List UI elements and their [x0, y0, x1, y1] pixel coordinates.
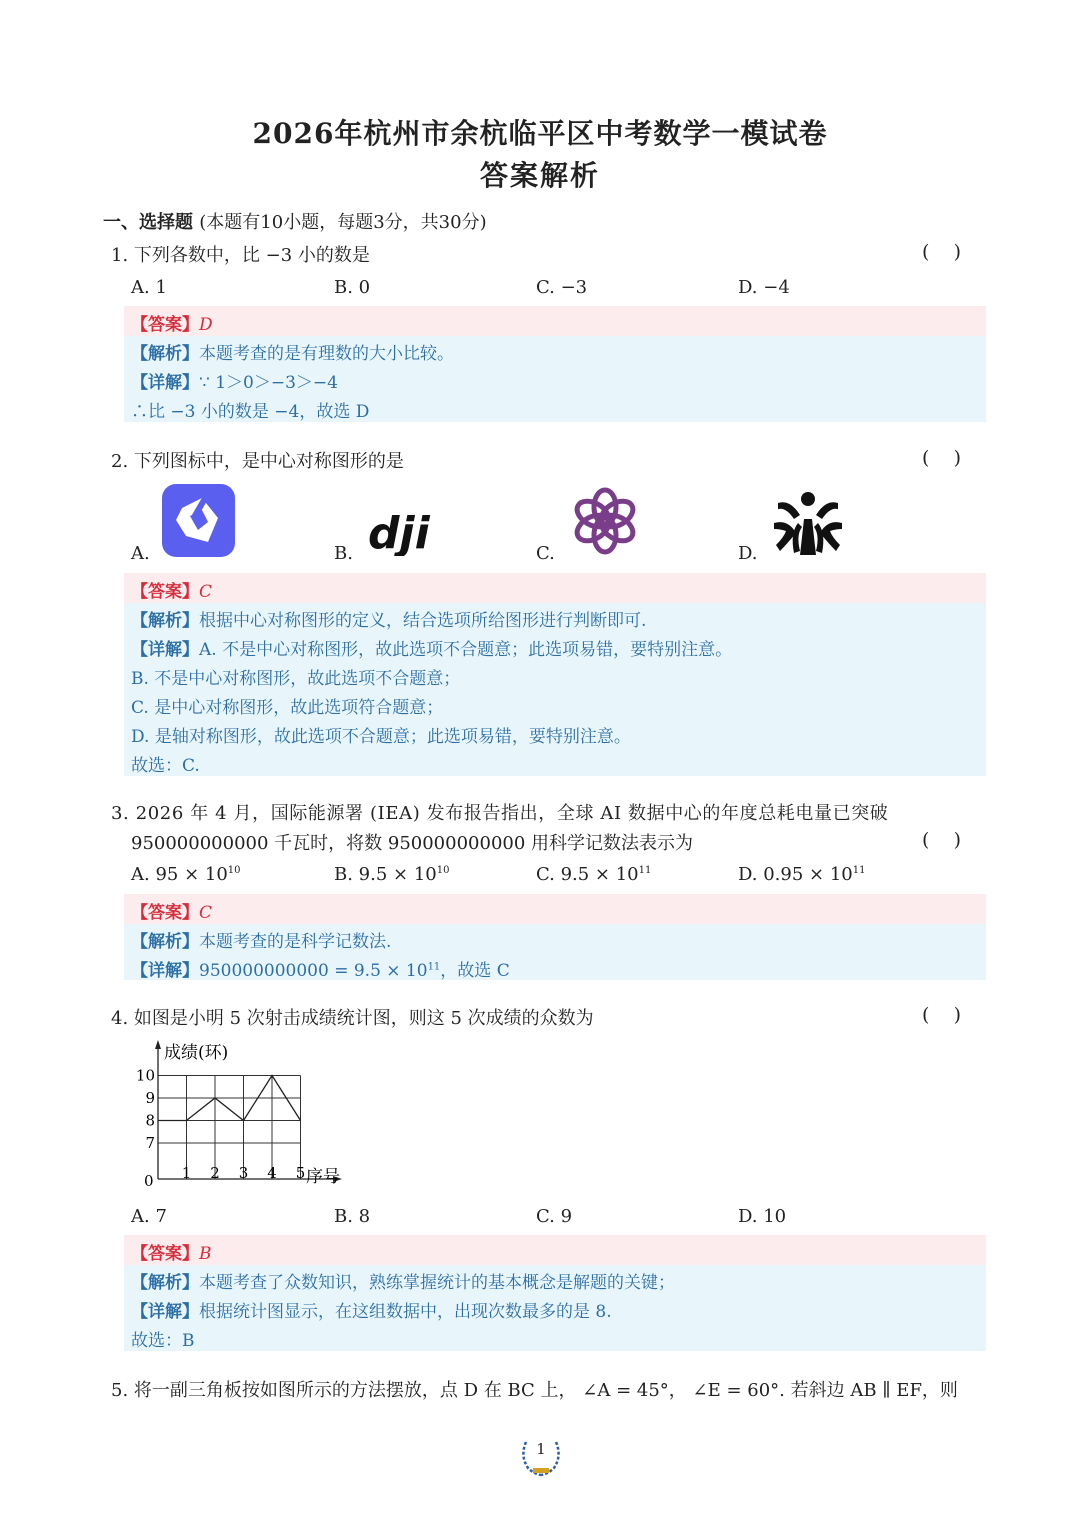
detail-text: 根据统计图显示，在这组数据中，出现次数最多的是 8. [199, 1302, 612, 1322]
exam-subtitle: 答案解析 [479, 159, 600, 192]
q4-option-a: A. 7 [131, 1206, 167, 1227]
option-text: D. 0.95 × 10 [738, 864, 853, 885]
section-title: 一、选择题 [103, 212, 193, 233]
detail-exponent: 11 [427, 961, 441, 973]
q2-conclusion: 故选：C. [131, 756, 200, 776]
option-text: A. 95 × 10 [131, 864, 228, 885]
analysis-tag: 【解析】 [131, 611, 199, 631]
analysis-text: 本题考查的是科学记数法. [199, 932, 392, 952]
q2-detail-c: C. 是中心对称图形，故此选项符合题意； [131, 698, 444, 718]
q2-detail [131, 635, 732, 660]
q2-option-c: C. [536, 543, 555, 564]
y-tick-label: 10 [135, 1066, 155, 1085]
q3-option-b [334, 864, 449, 885]
x-axis-label: 序号 [306, 1167, 340, 1187]
q4-answer [131, 1239, 212, 1264]
y-tick-label: 7 [145, 1134, 155, 1152]
analysis-text: 本题考查了众数知识，熟练掌握统计的基本概念是解题的关键； [199, 1273, 675, 1293]
page-number: 1 [536, 1440, 546, 1458]
app-logo-icon [162, 484, 235, 557]
option-text: C. 9.5 × 10 [536, 864, 639, 885]
q2-paren: ( ) [922, 447, 961, 469]
q2-analysis [131, 606, 646, 631]
y-axis-arrow [155, 1040, 161, 1049]
answer-tag: 【答案】 [131, 315, 199, 335]
q3-analysis [131, 927, 391, 952]
option-exponent: 11 [852, 865, 866, 876]
dji-logo-text: dji [368, 508, 430, 556]
q2-detail-b: B. 不是中心对称图形，故此选项不合题意； [131, 669, 461, 689]
analysis-text: 根据中心对称图形的定义，结合选项所给图形进行判断即可. [199, 611, 647, 631]
answer-tag: 【答案】 [131, 1244, 199, 1264]
q1-answer-bar [124, 306, 986, 336]
q2-answer-bar [124, 573, 986, 603]
exam-title: 2026年杭州市余杭临平区中考数学一模试卷 [252, 117, 828, 150]
option-exponent: 10 [227, 865, 241, 876]
x-tick-label: 1 [181, 1164, 192, 1182]
answer-tag: 【答案】 [131, 903, 199, 923]
q1-option-c: C. −3 [536, 277, 588, 298]
option-exponent: 11 [638, 865, 652, 876]
answer-value: B [199, 1244, 212, 1264]
q3-paren: ( ) [922, 829, 961, 851]
chart-ticks [136, 1067, 305, 1183]
analysis-text: 本题考查的是有理数的大小比较。 [199, 344, 454, 364]
q3-answer-bar [124, 894, 986, 924]
x-tick-label: 3 [238, 1164, 249, 1182]
detail-end: ，故选 C [440, 961, 510, 981]
analysis-tag: 【解析】 [131, 1273, 199, 1293]
q3-stem-line2: 950000000000 千瓦时，将数 950000000000 用科学记数法表示为 [131, 833, 694, 854]
answer-tag: 【答案】 [131, 582, 199, 602]
q3-stem-line1: 3. 2026 年 4 月，国际能源署 (IEA) 发布报告指出，全球 AI 数据中心的年度总耗电量已突破 [111, 803, 889, 824]
q4-option-d: D. 10 [738, 1206, 787, 1227]
q5-stem: 5. 将一副三角板按如图所示的方法摆放，点 D 在 BC 上， ∠A = 45°， ∠E = 60°. 若斜边 AB ∥ EF，则 [111, 1380, 958, 1401]
detail-text: 950000000000 = 9.5 × 10 [199, 961, 428, 981]
detail-tag: 【详解】 [131, 1302, 199, 1322]
y-axis-label: 成绩(环) [164, 1043, 229, 1063]
q4-paren: ( ) [922, 1004, 961, 1026]
q4-detail [131, 1297, 612, 1322]
q4-analysis [131, 1268, 675, 1293]
q1-stem: 1. 下列各数中，比 −3 小的数是 [111, 245, 370, 266]
detail-tag: 【详解】 [131, 640, 199, 660]
q3-option-d [738, 864, 865, 885]
option-exponent: 10 [436, 865, 450, 876]
q2-detail-d: D. 是轴对称图形，故此选项不合题意；此选项易错，要特别注意。 [131, 727, 631, 747]
q1-option-a: A. 1 [131, 277, 167, 298]
q2-answer [131, 577, 212, 602]
detail-text: ∵ 1＞0＞−3＞−4 [199, 373, 338, 393]
analysis-tag: 【解析】 [131, 344, 199, 364]
q4-conclusion: 故选：B [131, 1331, 195, 1351]
answer-value: C [199, 582, 213, 602]
q1-detail [131, 368, 338, 393]
x-tick-label: 4 [267, 1164, 277, 1182]
section-heading [103, 208, 487, 234]
plant-logo-icon [772, 489, 844, 557]
q1-answer [131, 310, 213, 335]
q4-option-b: B. 8 [334, 1206, 371, 1227]
q1-analysis [131, 339, 454, 364]
q1-detail2: ∴比 −3 小的数是 −4，故选 D [131, 402, 370, 422]
y-tick-label: 8 [145, 1111, 155, 1130]
q3-option-a [131, 864, 241, 885]
q2-option-b: B. [334, 543, 353, 564]
answer-value: C [199, 903, 213, 923]
q1-paren: ( ) [922, 241, 961, 263]
score-line-chart [130, 1036, 360, 1196]
origin-label: 0 [144, 1172, 154, 1190]
q4-answer-bar [124, 1235, 986, 1265]
q1-option-b: B. 0 [334, 277, 371, 298]
q3-answer [131, 898, 212, 923]
detail-tag: 【详解】 [131, 961, 199, 981]
q4-stem: 4. 如图是小明 5 次射击成绩统计图，则这 5 次成绩的众数为 [111, 1008, 594, 1029]
chart-grid [158, 1076, 301, 1180]
analysis-tag: 【解析】 [131, 932, 199, 952]
x-tick-label: 5 [295, 1164, 306, 1182]
x-tick-label: 2 [210, 1164, 220, 1182]
knot-logo-icon [569, 485, 641, 557]
q2-stem: 2. 下列图标中，是中心对称图形的是 [111, 451, 404, 472]
q2-option-d: D. [738, 543, 758, 564]
q4-option-c: C. 9 [536, 1206, 573, 1227]
q3-detail [131, 956, 510, 981]
answer-value: D [199, 315, 213, 335]
option-text: B. 9.5 × 10 [334, 864, 437, 885]
detail-tag: 【详解】 [131, 373, 199, 393]
section-note: (本题有10小题，每题3分，共30分) [199, 212, 487, 233]
detail-text: A. 不是中心对称图形，故此选项不合题意；此选项易错，要特别注意。 [199, 640, 733, 660]
dji-logo-icon [366, 508, 444, 556]
q1-option-d: D. −4 [738, 277, 790, 298]
q2-option-a: A. [131, 543, 150, 564]
y-tick-label: 9 [145, 1089, 155, 1107]
q3-option-c [536, 864, 651, 885]
